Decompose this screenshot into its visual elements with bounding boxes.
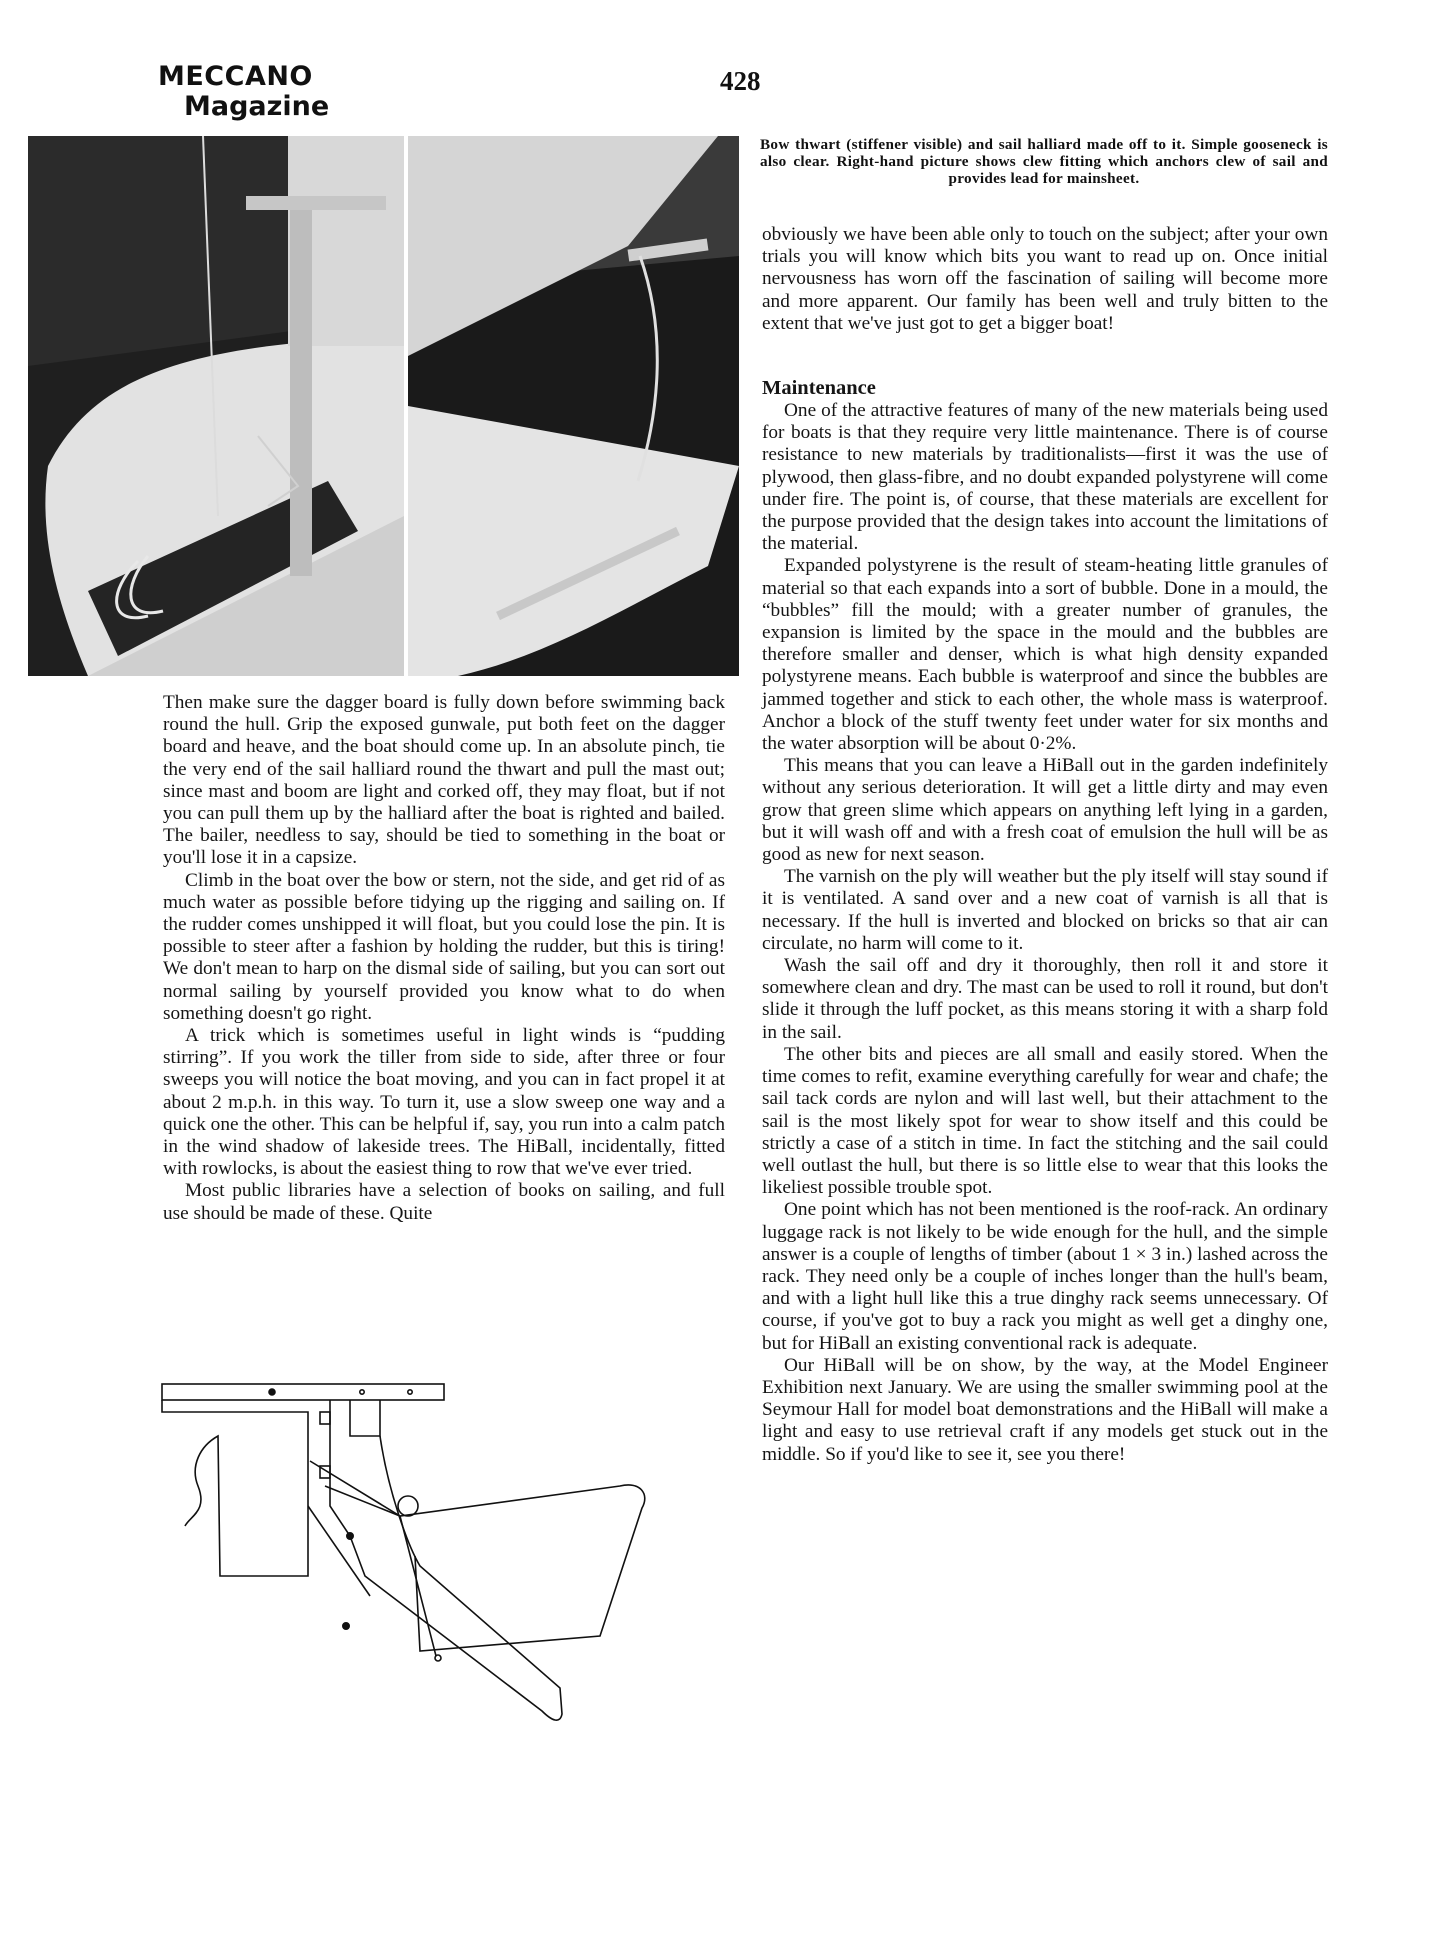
masthead-subtitle: Magazine [184, 91, 330, 122]
photo-clew-fitting [408, 136, 739, 676]
tiller-hole [360, 1390, 364, 1394]
paragraph: Then make sure the dagger board is fully down before swimming back round the hull. Grip the exposed gunwale, put both feet on the dagger board and heave, and the boat should come up. In an absolute pinch, tie the very end of the sail halliard round the thwart and pull the mast out; since mast and boom are light and corked off, they may float, but if not you can pull them up by the halliard after the boat is righted and bailed. The bailer, needless to say, should be tied to something in the boat or you'll lose it in a capsize. [163, 692, 725, 869]
tiller [162, 1384, 444, 1400]
swung-rudder-outline [325, 1485, 645, 1651]
tiller-pivot [269, 1389, 275, 1395]
paragraph: obviously we have been able only to touch on the subject; after your own trials you will know which bits you want to read up on. Once initial nervousness has worn off the fascination of sailing will become more and more apparent. Our family has been well and truly bitten to the extent that we've just got to get a bigger boat! [762, 224, 1328, 334]
photo-caption: Bow thwart (stiffener visible) and sail halliard made off to it. Simple gooseneck is also clear. Right-hand picture shows clew fitting which anchors clew of sail and provides lead for mainsheet. [760, 136, 1328, 187]
paragraph: This means that you can leave a HiBall out in the garden indefinitely without any serious deterioration. It will get a little dirty and may even grow that green slime which appears on anything left lying in a garden, but it will wash off and with a fresh coat of emulsion the hull will be as good as new for next season. [762, 755, 1328, 866]
section-heading: Maintenance [762, 377, 876, 399]
rudder-diagram [150, 1376, 730, 1734]
paragraph: The other bits and pieces are all small and easily stored. When the time comes to refit, examine everything carefully for wear and chafe; the sail tack cords are nylon and will last well, but their attachment to the sail is the most likely spot for wear to show itself and this could be strictly a case of a stitch in time. In fact the stitching and the sail could well outlast the hull, but there is so little else to wear that this looks the likeliest possible trouble spot. [762, 1043, 1328, 1199]
paragraph: Climb in the boat over the bow or stern, not the side, and get rid of as much water as possible before tidying up the rigging and sailing on. If the rudder comes unshipped it will float, but you could lose the pin. It is possible to steer after a fashion by holding the rudder, but this is tiring! We don't mean to harp on the dismal side of sailing, but you can sort out normal sailing by yourself provided you know what to do when something doesn't go right. [163, 869, 725, 1024]
right-column-continuation [762, 224, 1328, 335]
masthead [158, 62, 329, 122]
tiller-hole [408, 1390, 412, 1394]
paragraph: Most public libraries have a selection of books on sailing, and full use should be made of these. Quite [163, 1180, 725, 1224]
rudder-pin [343, 1623, 349, 1629]
rudder-line [310, 1461, 436, 1656]
paragraph: Wash the sail off and dry it thoroughly, then roll it and store it somewhere clean and dry. The mast can be used to roll it round, but don't slide it through the luff pocket, as this means storing it with a sharp fold in the sail. [762, 955, 1328, 1043]
transom [162, 1400, 308, 1576]
rudder-pin [347, 1533, 353, 1539]
rudder-hole [435, 1655, 441, 1661]
paragraph: One of the attractive features of many of the new materials being used for boats is that they require very little maintenance. There is of course resistance to new materials by traditionalists—first it was the use of plywood, then glass-fibre, and no doubt expanded polystyrene will come under fire. The point is, of course, that these materials are excellent for the purpose provided that the design takes into account the limitations of the material. [762, 400, 1328, 555]
rudder-blade [350, 1436, 562, 1720]
paragraph: A trick which is sometimes useful in light winds is “pudding stirring”. If you work the tiller from side to side, after three or four sweeps you will notice the boat moving, and you can in fact propel it at about 2 m.p.h. in this way. To turn it, use a slow sweep one way and a quick one the other. This can be helpful if, say, you run into a calm patch in the wind shadow of lakeside trees. The HiBall, incidentally, fitted with rowlocks, is about the easiest thing to row that we've ever tried. [163, 1025, 725, 1180]
paragraph: Our HiBall will be on show, by the way, at the Model Engineer Exhibition next January. We are using the smaller swimming pool at the Seymour Hall for model boat demonstrations and the HiBall will make a light and easy to use retrieval craft if any models get stuck out in the middle. So if you'd like to see it, see you there! [762, 1354, 1328, 1465]
swung-rudder-pivot [398, 1496, 418, 1516]
photo-bow-thwart [28, 136, 404, 676]
left-column [163, 692, 725, 1225]
paragraph: The varnish on the ply will weather but the ply itself will stay sound if it is ventilated. A sand over and a new coat of varnish is all that is necessary. If the hull is inverted and blocked on bricks so that air can circulate, no harm will come to it. [762, 866, 1328, 954]
page-number: 428 [720, 66, 761, 96]
pintle [320, 1412, 330, 1424]
rudder-head [350, 1400, 380, 1436]
masthead-title: MECCANO [158, 61, 313, 92]
paragraph: Expanded polystyrene is the result of steam-heating little granules of material so that each expands into a sort of bubble. Done in a mould, the “bubbles” fill the mould; with a greater number of granules, the expansion is limited by the space in the mould and the bubbles are therefore smaller and denser, which is what high density expanded polystyrene means. Each bubble is waterproof and since the bubbles are jammed together and stick to each other, the whole mass is waterproof. Anchor a block of the stuff twenty feet under water for six months and the water absorption will be about 0·2%. [762, 555, 1328, 755]
paragraph: One point which has not been mentioned is the roof-rack. An ordinary luggage rack is not likely to be wide enough for the hull, and the simple answer is a couple of lengths of timber (about 1 × 3 in.) lashed across the rack. They need only be a couple of inches longer than the hull's beam, and with a light hull like this a true dinghy rack seems unnecessary. Of course, if you've got to buy a rack you might as well get a dinghy one, but for HiBall an existing conventional rack is adequate. [762, 1199, 1328, 1354]
rudder-stock [330, 1400, 350, 1536]
boat-photographs [28, 136, 739, 676]
photo-divider [404, 136, 408, 676]
right-column-maintenance [762, 376, 1328, 1466]
